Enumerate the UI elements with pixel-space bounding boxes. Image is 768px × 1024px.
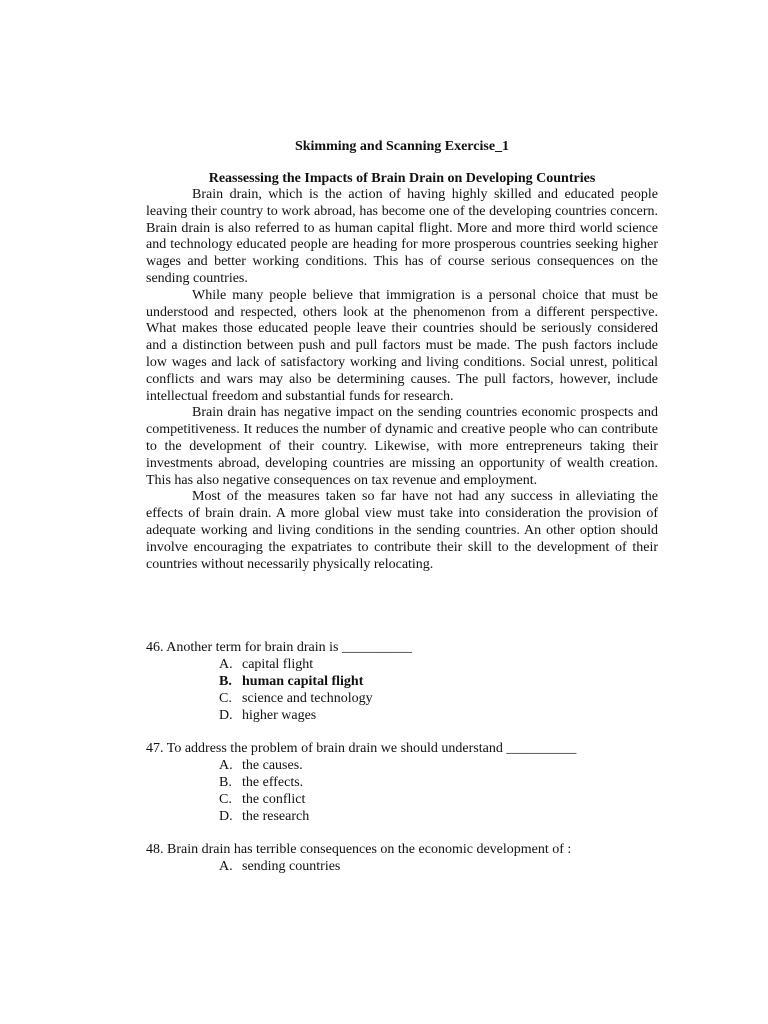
option-letter: C.	[219, 691, 232, 707]
option-letter: A.	[219, 657, 233, 673]
document-title: Skimming and Scanning Exercise_1	[294, 139, 510, 154]
option-text: higher wages	[242, 708, 317, 724]
option-letter: D.	[219, 708, 233, 724]
question-46	[146, 639, 658, 724]
paragraph-1: Brain drain, which is the action of having highly skilled and educated people leaving their country to work abroad, has become one of the developing countries concern. Brain drain is also referred to as human capital flight. More and more third world science and technology educated people are heading for more prosperous countries seeking higher wages and better working conditions. This has of course serious consequences on the sending countries.	[146, 187, 658, 286]
option-c	[219, 690, 658, 707]
option-letter: D.	[219, 809, 233, 825]
option-letter: B.	[219, 775, 232, 791]
document-page	[146, 138, 658, 891]
option-list	[146, 858, 658, 875]
option-letter: A.	[219, 859, 233, 875]
option-b	[219, 774, 658, 791]
option-letter: C.	[219, 792, 232, 808]
article-title: Reassessing the Impacts of Brain Drain on Developing Countries	[208, 171, 596, 186]
option-text: capital flight	[242, 657, 314, 673]
option-text: the effects.	[242, 775, 304, 791]
option-letter: B.	[219, 674, 232, 690]
option-text: the causes.	[242, 758, 303, 774]
question-list	[146, 639, 658, 875]
option-list	[146, 757, 658, 825]
paragraph-3: Brain drain has negative impact on the sending countries economic prospects and competitiveness. It reduces the number of dynamic and creative people who can contribute to the development of their country. Likewise, with more entrepreneurs taking their investments abroad, developing countries are missing an opportunity of wealth creation. This has also negative consequences on tax revenue and employment.	[146, 405, 658, 488]
question-stem: 47. To address the problem of brain drain we should understand __________	[146, 741, 577, 757]
option-a	[219, 858, 658, 875]
option-d	[219, 707, 658, 724]
question-48	[146, 841, 658, 875]
option-text: human capital flight	[242, 674, 364, 690]
option-c	[219, 791, 658, 808]
option-text: sending countries	[242, 859, 341, 875]
option-text: the conflict	[242, 792, 306, 808]
paragraph-2: While many people believe that immigration is a personal choice that must be understood and respected, others look at the phenomenon from a different perspective. What makes those educated people leave their countries should be seriously considered and a distinction between push and pull factors must be made. The push factors include low wages and lack of satisfactory working and living conditions. Social unrest, political conflicts and wars may also be determining causes. The pull factors, however, include intellectual freedom and substantial funds for research.	[146, 287, 658, 404]
question-stem: 48. Brain drain has terrible consequences on the economic development of :	[146, 842, 572, 858]
option-a	[219, 757, 658, 774]
option-b-selected	[219, 673, 658, 690]
paragraph-4: Most of the measures taken so far have not had any success in alleviating the effects of brain drain. A more global view must take into consideration the provision of adequate working and living conditions in the sending countries. An other option should involve encouraging the expatriates to contribute their skill to the development of their countries without necessarily physically relocating.	[146, 489, 658, 572]
option-text: the research	[242, 809, 310, 825]
option-a	[219, 656, 658, 673]
question-47	[146, 740, 658, 825]
article-body	[146, 187, 658, 573]
question-stem: 46. Another term for brain drain is __________	[146, 640, 412, 656]
option-list	[146, 656, 658, 724]
option-d	[219, 808, 658, 825]
option-text: science and technology	[242, 691, 373, 707]
option-letter: A.	[219, 758, 233, 774]
